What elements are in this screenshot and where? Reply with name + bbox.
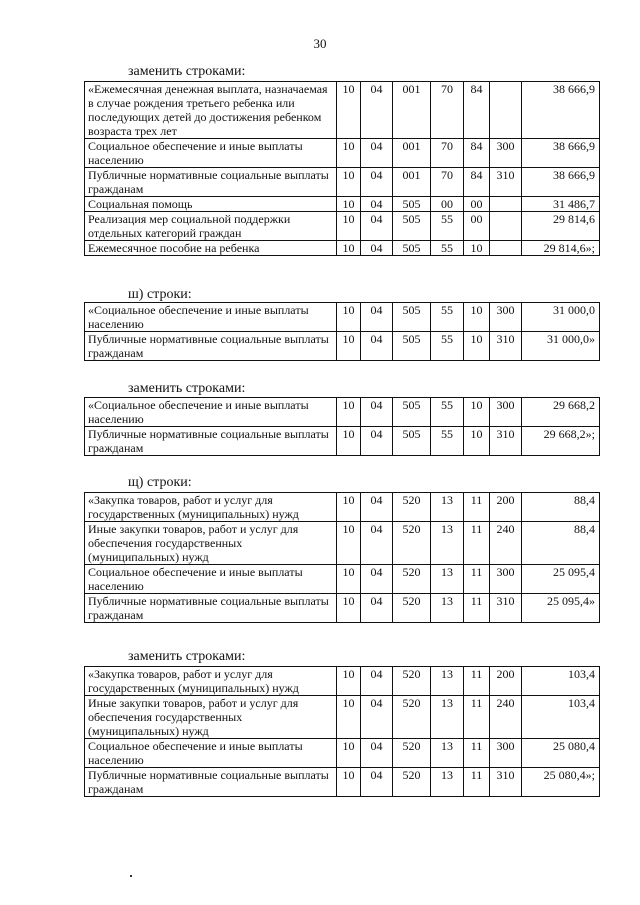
block-caption: заменить строками: bbox=[128, 381, 246, 396]
code-article: 505 bbox=[393, 212, 431, 241]
code-subsection: 04 bbox=[361, 82, 393, 139]
code-article-part: 55 bbox=[431, 427, 464, 456]
row-name: Публичные нормативные социальные выплаты гражданам bbox=[85, 768, 337, 797]
code-article: 001 bbox=[393, 82, 431, 139]
page-number: 30 bbox=[313, 36, 327, 51]
code-article-part: 70 bbox=[431, 82, 464, 139]
row-name: Иные закупки товаров, работ и услуг для обеспечения государственных (муниципальных) нужд bbox=[85, 696, 337, 739]
table-row bbox=[85, 427, 600, 456]
code-subsection: 04 bbox=[361, 212, 393, 241]
row-sum: 25 095,4» bbox=[522, 594, 600, 623]
code-article-item: 10 bbox=[464, 427, 490, 456]
code-article-item: 10 bbox=[464, 332, 490, 361]
code-article-item: 11 bbox=[464, 739, 490, 768]
code-article: 505 bbox=[393, 303, 431, 332]
row-sum: 103,4 bbox=[522, 696, 600, 739]
row-name: «Социальное обеспечение и иные выплаты населению bbox=[85, 303, 337, 332]
code-expense-type bbox=[490, 197, 522, 212]
row-sum: 29 814,6 bbox=[522, 212, 600, 241]
code-article-part: 55 bbox=[431, 332, 464, 361]
code-article: 001 bbox=[393, 139, 431, 168]
code-section: 10 bbox=[337, 493, 361, 522]
table-row bbox=[85, 696, 600, 739]
block-caption: ш) строки: bbox=[128, 287, 192, 302]
code-article-item: 10 bbox=[464, 241, 490, 256]
code-article-item: 11 bbox=[464, 522, 490, 565]
code-subsection: 04 bbox=[361, 168, 393, 197]
row-sum: 29 668,2»; bbox=[522, 427, 600, 456]
code-article: 505 bbox=[393, 332, 431, 361]
table-row bbox=[85, 493, 600, 522]
code-article-item: 11 bbox=[464, 594, 490, 623]
table-row bbox=[85, 594, 600, 623]
code-article-item: 11 bbox=[464, 667, 490, 696]
row-sum: 31 000,0 bbox=[522, 303, 600, 332]
row-sum: 31 486,7 bbox=[522, 197, 600, 212]
row-name: «Закупка товаров, работ и услуг для государственных (муниципальных) нужд bbox=[85, 493, 337, 522]
code-expense-type: 310 bbox=[490, 168, 522, 197]
row-name: «Ежемесячная денежная выплата, назначаемая в случае рождения третьего ребенка или последующих детей до достижения ребенком возраста трех лет bbox=[85, 82, 337, 139]
code-section: 10 bbox=[337, 427, 361, 456]
code-expense-type: 300 bbox=[490, 398, 522, 427]
code-section: 10 bbox=[337, 565, 361, 594]
code-section: 10 bbox=[337, 139, 361, 168]
code-expense-type: 310 bbox=[490, 768, 522, 797]
code-subsection: 04 bbox=[361, 493, 393, 522]
code-section: 10 bbox=[337, 768, 361, 797]
code-subsection: 04 bbox=[361, 739, 393, 768]
code-article-item: 84 bbox=[464, 139, 490, 168]
row-name: Социальное обеспечение и иные выплаты населению bbox=[85, 739, 337, 768]
code-expense-type bbox=[490, 212, 522, 241]
table-row bbox=[85, 565, 600, 594]
code-article-item: 84 bbox=[464, 82, 490, 139]
code-article-item: 00 bbox=[464, 212, 490, 241]
code-article: 520 bbox=[393, 565, 431, 594]
code-expense-type: 300 bbox=[490, 565, 522, 594]
block-caption: щ) строки: bbox=[128, 475, 192, 490]
code-article: 001 bbox=[393, 168, 431, 197]
code-subsection: 04 bbox=[361, 565, 393, 594]
row-sum: 88,4 bbox=[522, 493, 600, 522]
code-article: 520 bbox=[393, 522, 431, 565]
code-subsection: 04 bbox=[361, 667, 393, 696]
code-article: 520 bbox=[393, 594, 431, 623]
code-article-item: 00 bbox=[464, 197, 490, 212]
table-row bbox=[85, 303, 600, 332]
row-name: «Закупка товаров, работ и услуг для государственных (муниципальных) нужд bbox=[85, 667, 337, 696]
block-caption: заменить строками: bbox=[128, 64, 246, 79]
code-article-part: 13 bbox=[431, 594, 464, 623]
code-subsection: 04 bbox=[361, 332, 393, 361]
row-name: Социальная помощь bbox=[85, 197, 337, 212]
row-sum: 103,4 bbox=[522, 667, 600, 696]
code-section: 10 bbox=[337, 241, 361, 256]
budget-table bbox=[84, 81, 600, 256]
code-article-part: 13 bbox=[431, 667, 464, 696]
code-section: 10 bbox=[337, 522, 361, 565]
code-article-item: 11 bbox=[464, 768, 490, 797]
row-sum: 38 666,9 bbox=[522, 139, 600, 168]
code-section: 10 bbox=[337, 696, 361, 739]
code-subsection: 04 bbox=[361, 522, 393, 565]
row-sum: 25 080,4 bbox=[522, 739, 600, 768]
code-section: 10 bbox=[337, 212, 361, 241]
table-row bbox=[85, 398, 600, 427]
code-section: 10 bbox=[337, 332, 361, 361]
code-subsection: 04 bbox=[361, 427, 393, 456]
code-expense-type bbox=[490, 241, 522, 256]
row-name: Ежемесячное пособие на ребенка bbox=[85, 241, 337, 256]
code-expense-type: 300 bbox=[490, 303, 522, 332]
code-section: 10 bbox=[337, 398, 361, 427]
code-subsection: 04 bbox=[361, 768, 393, 797]
code-article-part: 13 bbox=[431, 696, 464, 739]
row-name: Иные закупки товаров, работ и услуг для обеспечения государственных (муниципальных) нужд bbox=[85, 522, 337, 565]
code-subsection: 04 bbox=[361, 696, 393, 739]
code-article: 520 bbox=[393, 768, 431, 797]
code-article-item: 11 bbox=[464, 565, 490, 594]
code-article: 505 bbox=[393, 197, 431, 212]
row-name: Публичные нормативные социальные выплаты гражданам bbox=[85, 332, 337, 361]
code-expense-type bbox=[490, 82, 522, 139]
code-expense-type: 240 bbox=[490, 696, 522, 739]
code-article-item: 10 bbox=[464, 398, 490, 427]
row-sum: 29 814,6»; bbox=[522, 241, 600, 256]
code-article: 520 bbox=[393, 667, 431, 696]
budget-table bbox=[84, 397, 600, 456]
code-article-part: 55 bbox=[431, 398, 464, 427]
code-article-item: 11 bbox=[464, 696, 490, 739]
code-subsection: 04 bbox=[361, 398, 393, 427]
table-row bbox=[85, 168, 600, 197]
table-row bbox=[85, 82, 600, 139]
block-caption: заменить строками: bbox=[128, 649, 246, 664]
code-article-part: 13 bbox=[431, 522, 464, 565]
code-subsection: 04 bbox=[361, 241, 393, 256]
code-article-part: 70 bbox=[431, 139, 464, 168]
code-article-part: 00 bbox=[431, 197, 464, 212]
row-sum: 38 666,9 bbox=[522, 82, 600, 139]
code-section: 10 bbox=[337, 168, 361, 197]
code-section: 10 bbox=[337, 594, 361, 623]
table-row bbox=[85, 522, 600, 565]
code-expense-type: 200 bbox=[490, 667, 522, 696]
row-name: Публичные нормативные социальные выплаты гражданам bbox=[85, 427, 337, 456]
code-section: 10 bbox=[337, 82, 361, 139]
budget-table bbox=[84, 492, 600, 623]
code-article: 520 bbox=[393, 493, 431, 522]
budget-table bbox=[84, 302, 600, 361]
row-name: Реализация мер социальной поддержки отдельных категорий граждан bbox=[85, 212, 337, 241]
code-article-part: 55 bbox=[431, 241, 464, 256]
row-sum: 25 080,4»; bbox=[522, 768, 600, 797]
code-article-part: 13 bbox=[431, 768, 464, 797]
code-article-part: 70 bbox=[431, 168, 464, 197]
row-sum: 25 095,4 bbox=[522, 565, 600, 594]
row-sum: 88,4 bbox=[522, 522, 600, 565]
table-row bbox=[85, 667, 600, 696]
code-article-item: 11 bbox=[464, 493, 490, 522]
row-sum: 29 668,2 bbox=[522, 398, 600, 427]
code-article-part: 55 bbox=[431, 212, 464, 241]
code-article-part: 55 bbox=[431, 303, 464, 332]
code-expense-type: 310 bbox=[490, 594, 522, 623]
code-subsection: 04 bbox=[361, 303, 393, 332]
table-row bbox=[85, 768, 600, 797]
code-section: 10 bbox=[337, 739, 361, 768]
scan-mark bbox=[130, 875, 132, 877]
code-subsection: 04 bbox=[361, 594, 393, 623]
code-expense-type: 310 bbox=[490, 427, 522, 456]
code-expense-type: 200 bbox=[490, 493, 522, 522]
row-sum: 31 000,0» bbox=[522, 332, 600, 361]
code-article-part: 13 bbox=[431, 739, 464, 768]
code-article-part: 13 bbox=[431, 565, 464, 594]
code-expense-type: 300 bbox=[490, 739, 522, 768]
code-section: 10 bbox=[337, 197, 361, 212]
code-section: 10 bbox=[337, 667, 361, 696]
code-subsection: 04 bbox=[361, 139, 393, 168]
code-article-item: 10 bbox=[464, 303, 490, 332]
table-row bbox=[85, 197, 600, 212]
table-row bbox=[85, 241, 600, 256]
row-name: Социальное обеспечение и иные выплаты населению bbox=[85, 565, 337, 594]
code-article: 505 bbox=[393, 241, 431, 256]
code-article: 505 bbox=[393, 427, 431, 456]
table-row bbox=[85, 739, 600, 768]
code-article: 520 bbox=[393, 739, 431, 768]
row-name: Публичные нормативные социальные выплаты гражданам bbox=[85, 168, 337, 197]
code-section: 10 bbox=[337, 303, 361, 332]
code-article: 520 bbox=[393, 696, 431, 739]
row-sum: 38 666,9 bbox=[522, 168, 600, 197]
code-expense-type: 240 bbox=[490, 522, 522, 565]
code-expense-type: 310 bbox=[490, 332, 522, 361]
code-subsection: 04 bbox=[361, 197, 393, 212]
code-article-item: 84 bbox=[464, 168, 490, 197]
table-row bbox=[85, 139, 600, 168]
code-article: 505 bbox=[393, 398, 431, 427]
row-name: Публичные нормативные социальные выплаты гражданам bbox=[85, 594, 337, 623]
budget-table bbox=[84, 666, 600, 797]
code-expense-type: 300 bbox=[490, 139, 522, 168]
table-row bbox=[85, 212, 600, 241]
row-name: Социальное обеспечение и иные выплаты населению bbox=[85, 139, 337, 168]
code-article-part: 13 bbox=[431, 493, 464, 522]
row-name: «Социальное обеспечение и иные выплаты населению bbox=[85, 398, 337, 427]
table-row bbox=[85, 332, 600, 361]
